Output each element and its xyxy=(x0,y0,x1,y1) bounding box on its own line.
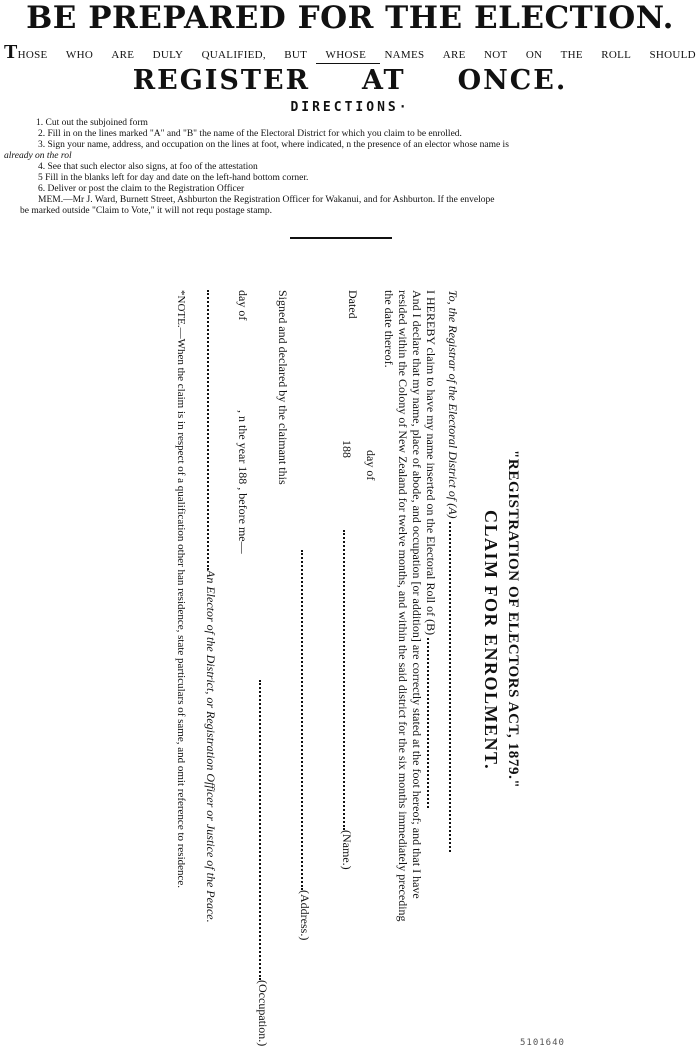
direction-item: 4. See that such elector also signs, at foo of the attestation xyxy=(38,162,258,172)
subline-word-9: NOT xyxy=(483,49,508,61)
signed-line: Signed and declared by the claimant this xyxy=(276,290,290,485)
claim-body-3: resided within the Colony of New Zealand for twelve months, and within the said district for the six months immediately preceding xyxy=(396,290,410,922)
name-line xyxy=(340,530,354,870)
subline-word-11: THE xyxy=(560,49,583,61)
directions-list xyxy=(0,118,700,217)
register-heading xyxy=(0,66,700,96)
subline xyxy=(4,41,696,63)
direction-item: 5 Fill in the blanks left for day and date on the left-hand bottom corner. xyxy=(38,173,309,183)
subline-word-1: WHO xyxy=(65,49,94,61)
district-a-field xyxy=(449,522,459,852)
register-word-2: ONCE. xyxy=(457,65,568,96)
to-line-text: To, the Registrar of the Electoral District of (A) xyxy=(446,290,460,519)
act-title: "REGISTRATION OF ELECTORS ACT, 1879." xyxy=(505,450,521,789)
claim-title: CLAIM FOR ENROLMENT. xyxy=(481,510,501,771)
dated-label: Dated xyxy=(346,290,360,319)
direction-item: 3. Sign your name, address, and occupation on the lines at foot, where indicated, n the presence of an elector whose name is xyxy=(38,140,509,150)
section-rule xyxy=(290,237,392,239)
drop-cap: T xyxy=(4,41,18,63)
subline-word-7: NAMES xyxy=(384,49,425,61)
year-label: 188 xyxy=(340,440,354,458)
name-label: (Name.) xyxy=(340,830,354,870)
to-line xyxy=(446,290,460,852)
day-of-label: day of xyxy=(364,450,378,481)
direction-item: 2. Fill in on the lines marked "A" and "B" the name of the Electoral District for which you claim to be enrolled. xyxy=(38,129,462,139)
occupation-field xyxy=(259,680,269,980)
subline-word-8: ARE xyxy=(442,49,466,61)
elector-line xyxy=(204,290,218,923)
claim-body-2: And I declare that my name, place of abode, and occupation [or addition] are correctly stated at the foot hereof; and that I have xyxy=(410,290,424,899)
name-field xyxy=(343,530,353,830)
register-word-1: AT xyxy=(362,65,406,96)
claim-body-4: the date thereof. xyxy=(382,290,396,368)
subline-word-4: QUALIFIED, xyxy=(201,49,266,61)
subline-word-0: HOSE xyxy=(17,49,48,61)
scan-mark: 5101640 xyxy=(520,1038,565,1048)
occupation-line xyxy=(256,680,270,1046)
claim-body-1-text: I HEREBY claim to have my name inserted on the Electoral Roll of (B) xyxy=(424,290,438,636)
claim-body-1 xyxy=(424,290,438,808)
subline-word-12: ROLL xyxy=(601,49,632,61)
subline-word-5: BUT xyxy=(284,49,308,61)
direction-item: be marked outside "Claim to Vote," it will not requ postage stamp. xyxy=(20,206,272,216)
direction-item: 1. Cut out the subjoined form xyxy=(36,118,148,128)
year-line: , n the year 188 , before me— xyxy=(236,410,250,554)
subline-word xyxy=(4,41,48,63)
address-label: (Address.) xyxy=(298,890,312,941)
day-of-2: day of xyxy=(236,290,250,321)
headline: BE PREPARED FOR THE ELECTION. xyxy=(26,0,674,36)
directions-heading: DIRECTIONS· xyxy=(290,100,410,115)
direction-item: already on the rol xyxy=(4,151,72,161)
subline-word-13: SHOULD xyxy=(649,49,696,61)
divider-rule xyxy=(316,63,380,64)
subline-word-10: ON xyxy=(525,49,543,61)
subline-word-6: WHOSE xyxy=(325,49,367,61)
direction-item: MEM.—Mr J. Ward, Burnett Street, Ashburton the Registration Officer for Wakanui, and for Ashburton. If the envelope xyxy=(38,195,495,205)
subline-word-2: ARE xyxy=(111,49,135,61)
address-field xyxy=(301,550,311,890)
district-b-field xyxy=(427,638,437,808)
note: *NOTE.—When the claim is in respect of a qualification other han residence, state particulars of same, and omit reference to residence. xyxy=(175,290,187,889)
direction-item: 6. Deliver or post the claim to the Registration Officer xyxy=(38,184,245,194)
elector-field xyxy=(207,290,217,570)
elector-label: An Elector of the District, or Registration Officer or Justice of the Peace. xyxy=(204,570,218,923)
register-word-0: REGISTER xyxy=(132,65,311,96)
occupation-label: (Occupation.) xyxy=(256,980,270,1047)
address-line xyxy=(298,550,312,940)
subline-word-3: DULY xyxy=(152,49,184,61)
